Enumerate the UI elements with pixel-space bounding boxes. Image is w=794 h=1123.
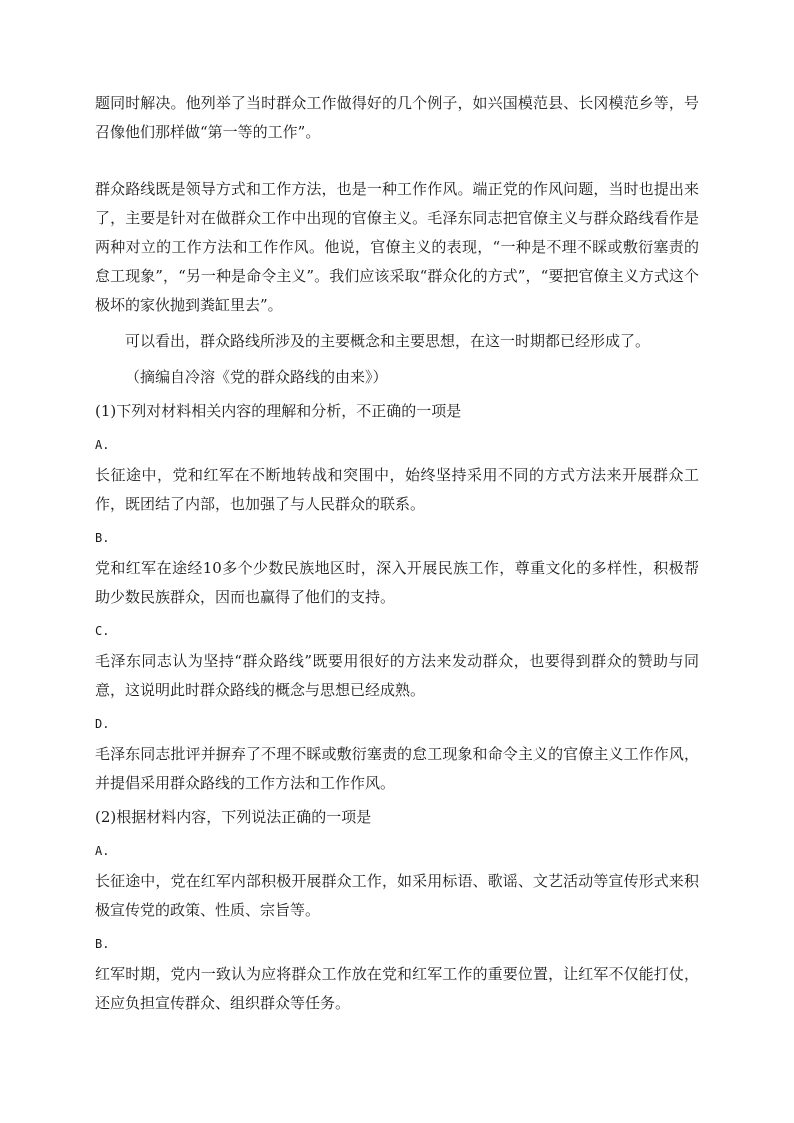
option-text: 红军时期，党内一致认为应将群众工作放在党和红军工作的重要位置，让红军不仅能打仗，还应负担宣传群众、组织群众等任务。 (95, 965, 699, 1012)
option-text: 长征途中，党在红军内部积极开展群众工作，如采用标语、歌谣、文艺活动等宣传形式来积极宣传党的政策、性质、宗旨等。 (95, 872, 699, 919)
option-letter: A. (95, 844, 110, 858)
option-text: 毛泽东同志认为坚持“群众路线”既要用很好的方法来发动群众，也要得到群众的赞助与同意，这说明此时群众路线的概念与思想已经成熟。 (95, 652, 699, 699)
document-page (95, 89, 699, 1018)
option-letter: C. (95, 624, 110, 638)
question-1 (95, 397, 699, 798)
passage-paragraph-1: 题同时解决。他列举了当时群众工作做得好的几个例子，如兴国模范县、长冈模范乡等，号召像他们那样做“第一等的工作”。 (95, 94, 699, 141)
option-item[interactable] (95, 435, 699, 519)
question-stem: (1)下列对材料相关内容的理解和分析，不正确的一项是 (95, 402, 462, 420)
option-item[interactable] (95, 714, 699, 798)
option-letter: B. (95, 937, 110, 951)
paragraph-spacer (95, 147, 699, 175)
question-stem: (2)根据材料内容，下列说法正确的一项是 (95, 808, 372, 826)
option-item[interactable] (95, 528, 699, 612)
option-item[interactable] (95, 621, 699, 705)
option-text: 党和红军在途经10多个少数民族地区时，深入开展民族工作，尊重文化的多样性，积极帮助少数民族群众，因而也赢得了他们的支持。 (95, 559, 699, 606)
option-letter: D. (95, 717, 110, 731)
option-text: 毛泽东同志批评并摒弃了不理不睬或敷衍塞责的怠工现象和命令主义的官僚主义工作作风，并提倡采用群众路线的工作方法和工作作风。 (95, 745, 699, 792)
option-text: 长征途中，党和红军在不断地转战和突围中，始终坚持采用不同的方式方法来开展群众工作，既团结了内部，也加强了与人民群众的联系。 (95, 466, 699, 513)
passage-source: （摘编自冷溶《党的群众路线的由来》） (125, 368, 388, 386)
option-letter: B. (95, 531, 110, 545)
paragraph-spacer (95, 356, 699, 363)
option-item[interactable] (95, 841, 699, 925)
option-letter: A. (95, 438, 110, 452)
passage-paragraph-2: 群众路线既是领导方式和工作方法，也是一种工作作风。端正党的作风问题，当时也提出来了，主要是针对在做群众工作中出现的官僚主义。毛泽东同志把官僚主义与群众路线看作是两种对立的工作方法和工作作风。他说，官僚主义的表现，“一种是不理不睬或敷衍塞责的怠工现象”，“另一种是命令主义”。我们应该采取“群众化的方式”，“要把官僚主义方式这个极坏的家伙抛到粪缸里去”。 (95, 180, 699, 314)
question-2 (95, 803, 699, 1018)
option-item[interactable] (95, 934, 699, 1018)
passage-paragraph-3: 可以看出，群众路线所涉及的主要概念和主要思想，在这一时期都已经形成了。 (125, 332, 651, 350)
paragraph-spacer (95, 320, 699, 327)
